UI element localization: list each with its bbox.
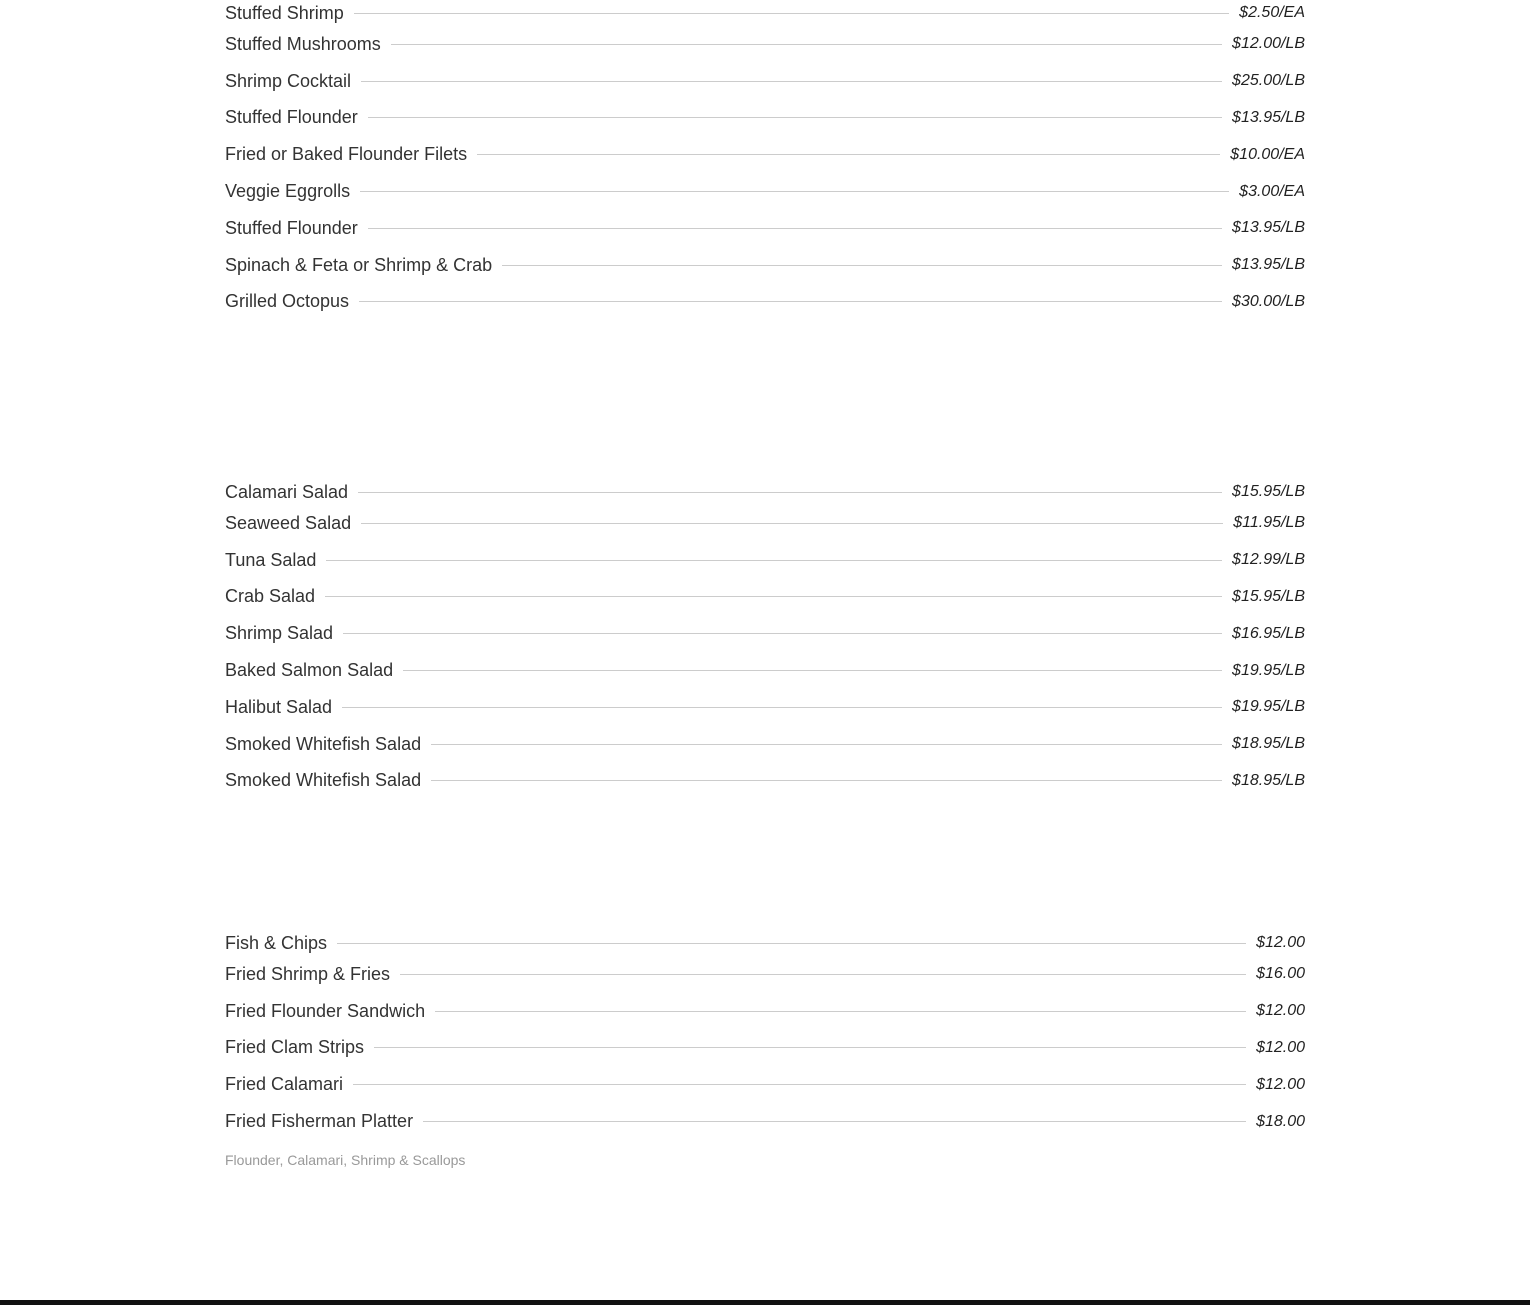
- menu-item-price: $13.95/LB: [1232, 108, 1305, 126]
- menu-item-price: $15.95/LB: [1232, 483, 1305, 500]
- menu-item-name: Seaweed Salad: [225, 512, 352, 533]
- menu-item: [225, 284, 1305, 321]
- dotted-leader-line: [423, 1121, 1246, 1122]
- menu-item-name: Crab Salad: [225, 586, 316, 607]
- dotted-leader-line: [391, 44, 1222, 45]
- menu-item: [225, 763, 1305, 800]
- menu-item-name: Fried Calamari: [225, 1074, 344, 1095]
- dotted-leader-line: [337, 943, 1246, 944]
- footer-bar: [0, 1300, 1530, 1305]
- menu-item-price: $11.95/LB: [1233, 514, 1305, 532]
- menu-item-price: $12.99/LB: [1232, 551, 1305, 569]
- salads-menu-section: [225, 479, 1305, 799]
- dotted-leader-line: [354, 13, 1229, 14]
- dotted-leader-line: [361, 523, 1223, 524]
- dotted-leader-line: [359, 301, 1222, 302]
- menu-item: [225, 579, 1305, 616]
- menu-item-price: $19.95/LB: [1232, 698, 1305, 716]
- menu-item-price: $18.00: [1256, 1112, 1305, 1130]
- menu-item-name: Shrimp Cocktail: [225, 70, 352, 91]
- menu-item-name: Fish & Chips: [225, 932, 328, 953]
- menu-item-name: Grilled Octopus: [225, 291, 350, 312]
- menu-item-price: $12.00: [1256, 934, 1305, 951]
- menu-item-name: Stuffed Flounder: [225, 217, 358, 238]
- fried-menu-section: [225, 930, 1305, 1168]
- dotted-leader-line: [477, 154, 1220, 155]
- dotted-leader-line: [368, 228, 1222, 229]
- menu-item: [225, 26, 1305, 63]
- dotted-leader-line: [431, 780, 1222, 781]
- dotted-leader-line: [400, 974, 1246, 975]
- menu-item-price: $18.95/LB: [1232, 771, 1305, 789]
- menu-item-price: $12.00/LB: [1232, 35, 1305, 53]
- menu-item-name: Shrimp Salad: [225, 623, 334, 644]
- menu-item-price: $10.00/EA: [1230, 145, 1305, 163]
- menu-item-name: Fried Clam Strips: [225, 1037, 365, 1058]
- dotted-leader-line: [343, 633, 1222, 634]
- menu-item: [225, 615, 1305, 652]
- menu-item-name: Smoked Whitefish Salad: [225, 770, 422, 791]
- menu-item-price: $2.50/EA: [1239, 4, 1305, 21]
- menu-item-name: Veggie Eggrolls: [225, 181, 351, 202]
- menu-item-name: Fried Flounder Sandwich: [225, 1000, 426, 1021]
- menu-item-name: Stuffed Flounder: [225, 107, 358, 128]
- menu-item: [225, 173, 1305, 210]
- dotted-leader-line: [374, 1047, 1246, 1048]
- menu-item-description: Flounder, Calamari, Shrimp & Scallops: [225, 1151, 466, 1168]
- menu-item: [225, 210, 1305, 247]
- menu-item-price: $30.00/LB: [1232, 292, 1305, 310]
- menu-item: [225, 726, 1305, 763]
- menu-item-price: $25.00/LB: [1232, 72, 1305, 90]
- menu-item: [225, 1103, 1305, 1140]
- dotted-leader-line: [325, 596, 1222, 597]
- menu-item: [225, 1066, 1305, 1103]
- dotted-leader-line: [326, 560, 1222, 561]
- menu-item: [225, 247, 1305, 284]
- menu-item-name: Halibut Salad: [225, 696, 333, 717]
- menu-item: [225, 652, 1305, 689]
- dotted-leader-line: [502, 265, 1222, 266]
- menu-item: [225, 542, 1305, 579]
- dotted-leader-line: [431, 744, 1222, 745]
- menu-item-name: Calamari Salad: [225, 481, 349, 502]
- menu-item: [225, 956, 1305, 993]
- menu-item: [225, 1030, 1305, 1067]
- menu-item: [225, 479, 1305, 505]
- menu-item-price: $16.00: [1256, 965, 1305, 983]
- menu-item-name: Stuffed Mushrooms: [225, 33, 381, 54]
- dotted-leader-line: [403, 670, 1222, 671]
- menu-item: [225, 63, 1305, 100]
- menu-item-price: $12.00: [1256, 1002, 1305, 1020]
- appetizers-menu-section: [225, 0, 1305, 320]
- menu-item-price: $13.95/LB: [1232, 256, 1305, 274]
- menu-item-price: $3.00/EA: [1239, 182, 1305, 200]
- menu-item-name: Smoked Whitefish Salad: [225, 733, 422, 754]
- menu-item-name: Fried Fisherman Platter: [225, 1111, 414, 1132]
- menu-item: [225, 0, 1305, 26]
- menu-item: [225, 505, 1305, 542]
- dotted-leader-line: [358, 492, 1222, 493]
- menu-item-name: Fried or Baked Flounder Filets: [225, 144, 468, 165]
- dotted-leader-line: [342, 707, 1222, 708]
- menu-item: [225, 100, 1305, 137]
- menu-item-price: $19.95/LB: [1232, 661, 1305, 679]
- menu-item-name: Baked Salmon Salad: [225, 660, 394, 681]
- dotted-leader-line: [360, 191, 1229, 192]
- menu-item: [225, 930, 1305, 956]
- menu-item: [225, 689, 1305, 726]
- menu-item-name: Stuffed Shrimp: [225, 2, 344, 23]
- menu-item-name: Spinach & Feta or Shrimp & Crab: [225, 254, 493, 275]
- dotted-leader-line: [361, 81, 1222, 82]
- menu-item-price: $13.95/LB: [1232, 219, 1305, 237]
- dotted-leader-line: [368, 117, 1222, 118]
- menu-item: [225, 993, 1305, 1030]
- menu-item-price: $16.95/LB: [1232, 624, 1305, 642]
- menu-item-name: Fried Shrimp & Fries: [225, 963, 391, 984]
- menu-item-price: $12.00: [1256, 1038, 1305, 1056]
- menu-item: [225, 136, 1305, 173]
- dotted-leader-line: [353, 1084, 1246, 1085]
- menu-item-name: Tuna Salad: [225, 549, 317, 570]
- menu-item-price: $18.95/LB: [1232, 735, 1305, 753]
- menu-item-price: $15.95/LB: [1232, 587, 1305, 605]
- dotted-leader-line: [435, 1011, 1246, 1012]
- menu-item-price: $12.00: [1256, 1075, 1305, 1093]
